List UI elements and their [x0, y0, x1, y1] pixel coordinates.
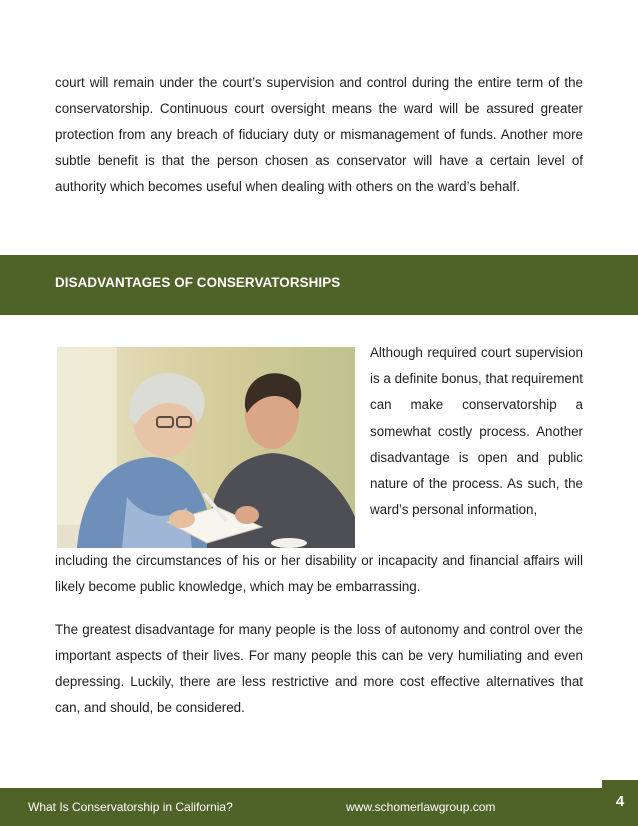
- final-paragraph: The greatest disadvantage for many people is the loss of autonomy and control over the important aspects of their lives. For many people this can be very humiliating and even depressing. Luckily, there are less restrictive and more cost effective alternatives that can, and should, be considered.: [55, 622, 583, 715]
- intro-paragraph: court will remain under the court’s supervision and control during the entire term of the conservatorship. Continuous court oversight means the ward will be assured greater protection from any breach of fiduciary duty or mismanagement of funds. Another more subtle benefit is that the person chosen as conservator will have a certain level of authority which becomes useful when dealing with others on the ward’s behalf.: [55, 75, 583, 194]
- continued-paragraph: including the circumstances of his or her disability or incapacity and financial affairs will likely become public knowledge, which may be embarrassing.: [55, 553, 583, 594]
- footer-title: What Is Conservatorship in California?: [28, 800, 233, 814]
- footer-website-link[interactable]: www.schomerlawgroup.com: [346, 800, 496, 814]
- side-paragraph: Although required court supervision is a definite bonus, that requirement can make conservatorship a somewhat costly process. Another disadvantage is open and public nature of the process. As such, the ward’s personal information,: [370, 345, 583, 518]
- photo-illustration: [57, 347, 355, 548]
- footer-bar: [0, 788, 638, 826]
- elderly-woman-and-man-photo: [57, 347, 355, 548]
- section-banner: [0, 255, 638, 315]
- section-title: DISADVANTAGES OF CONSERVATORSHIPS: [55, 275, 341, 290]
- page-number: 4: [602, 780, 638, 826]
